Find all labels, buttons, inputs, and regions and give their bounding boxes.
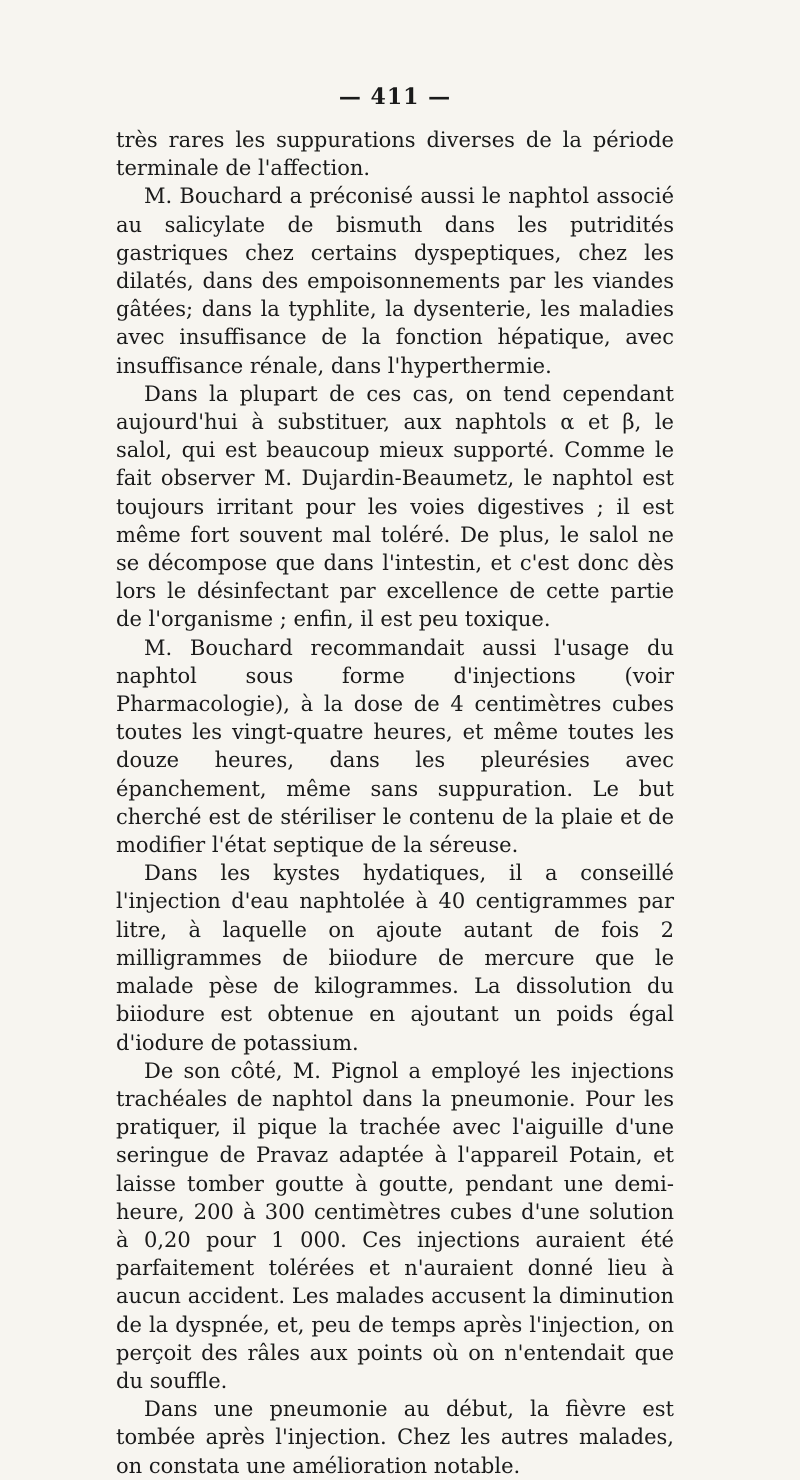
paragraph-pignol: De son côté, M. Pignol a employé les injections trachéales de naphtol dans la pneumonie. Pour les pratiquer, il pique la trachée avec l'aiguille d'une seringue de Pravaz adaptée à l'appareil Potain, et laisse tomber goutte à goutte, pendant une demi-heure, 200 à 300 centimètres cubes d'une solution à 0,20 pour 1 000. Ces injections auraient été parfaitement tolérées et n'auraient donné lieu à aucun accident. Les malades accusent la diminution de la dyspnée, et, peu de temps après l'injection, on perçoit des râles aux points où on n'entendait que du souffle.	[116, 1058, 674, 1393]
paragraph-bouchard-naphtol: M. Bouchard a préconisé aussi le naphtol associé au salicylate de bismuth dans les putridités gastriques chez certains dyspeptiques, chez les dilatés, dans des empoisonnements par les viandes gâtées; dans la typhlite, la dysenterie, les maladies avec insuffisance de la fonction hépatique, avec insuffisance rénale, dans l'hyperthermie.	[116, 184, 674, 378]
page-number: — 411 —	[338, 84, 452, 110]
paragraph-kystes-hydatiques: Dans les kystes hydatiques, il a conseillé l'injection d'eau naphtolée à 40 centigrammes par litre, à laquelle on ajoute autant de fois 2 milligrammes de biiodure de mercure que le malade pèse de kilogrammes. La dissolution du biiodure est obtenue en ajoutant un poids égal d'iodure de potassium.	[116, 861, 674, 1055]
paragraph-pneumonie: Dans une pneumonie au début, la fièvre est tombée après l'injection. Chez les autres malades, on constata une amélioration notable.	[116, 1397, 674, 1478]
paragraph-continuation: très rares les suppurations diverses de la période terminale de l'affection.	[116, 128, 674, 181]
document-page	[116, 82, 674, 1480]
paragraph-injections: M. Bouchard recommandait aussi l'usage du naphtol sous forme d'injections (voir Pharmacologie), à la dose de 4 centimètres cubes toutes les vingt-quatre heures, et même toutes les douze heures, dans les pleurésies avec épanchement, même sans suppuration. Le but cherché est de stériliser le contenu de la plaie et de modifier l'état septique de la séreuse.	[116, 635, 674, 858]
paragraph-salol: Dans la plupart de ces cas, on tend cependant aujourd'hui à substituer, aux naphtols α et β, le salol, qui est beaucoup mieux supporté. Comme le fait observer M. Dujardin-Beaumetz, le naphtol est toujours irritant pour les voies digestives ; il est même fort souvent mal toléré. De plus, le salol ne se décompose que dans l'intestin, et c'est donc dès lors le désinfectant par excellence de cette partie de l'organisme ; enfin, il est peu toxique.	[116, 381, 674, 632]
